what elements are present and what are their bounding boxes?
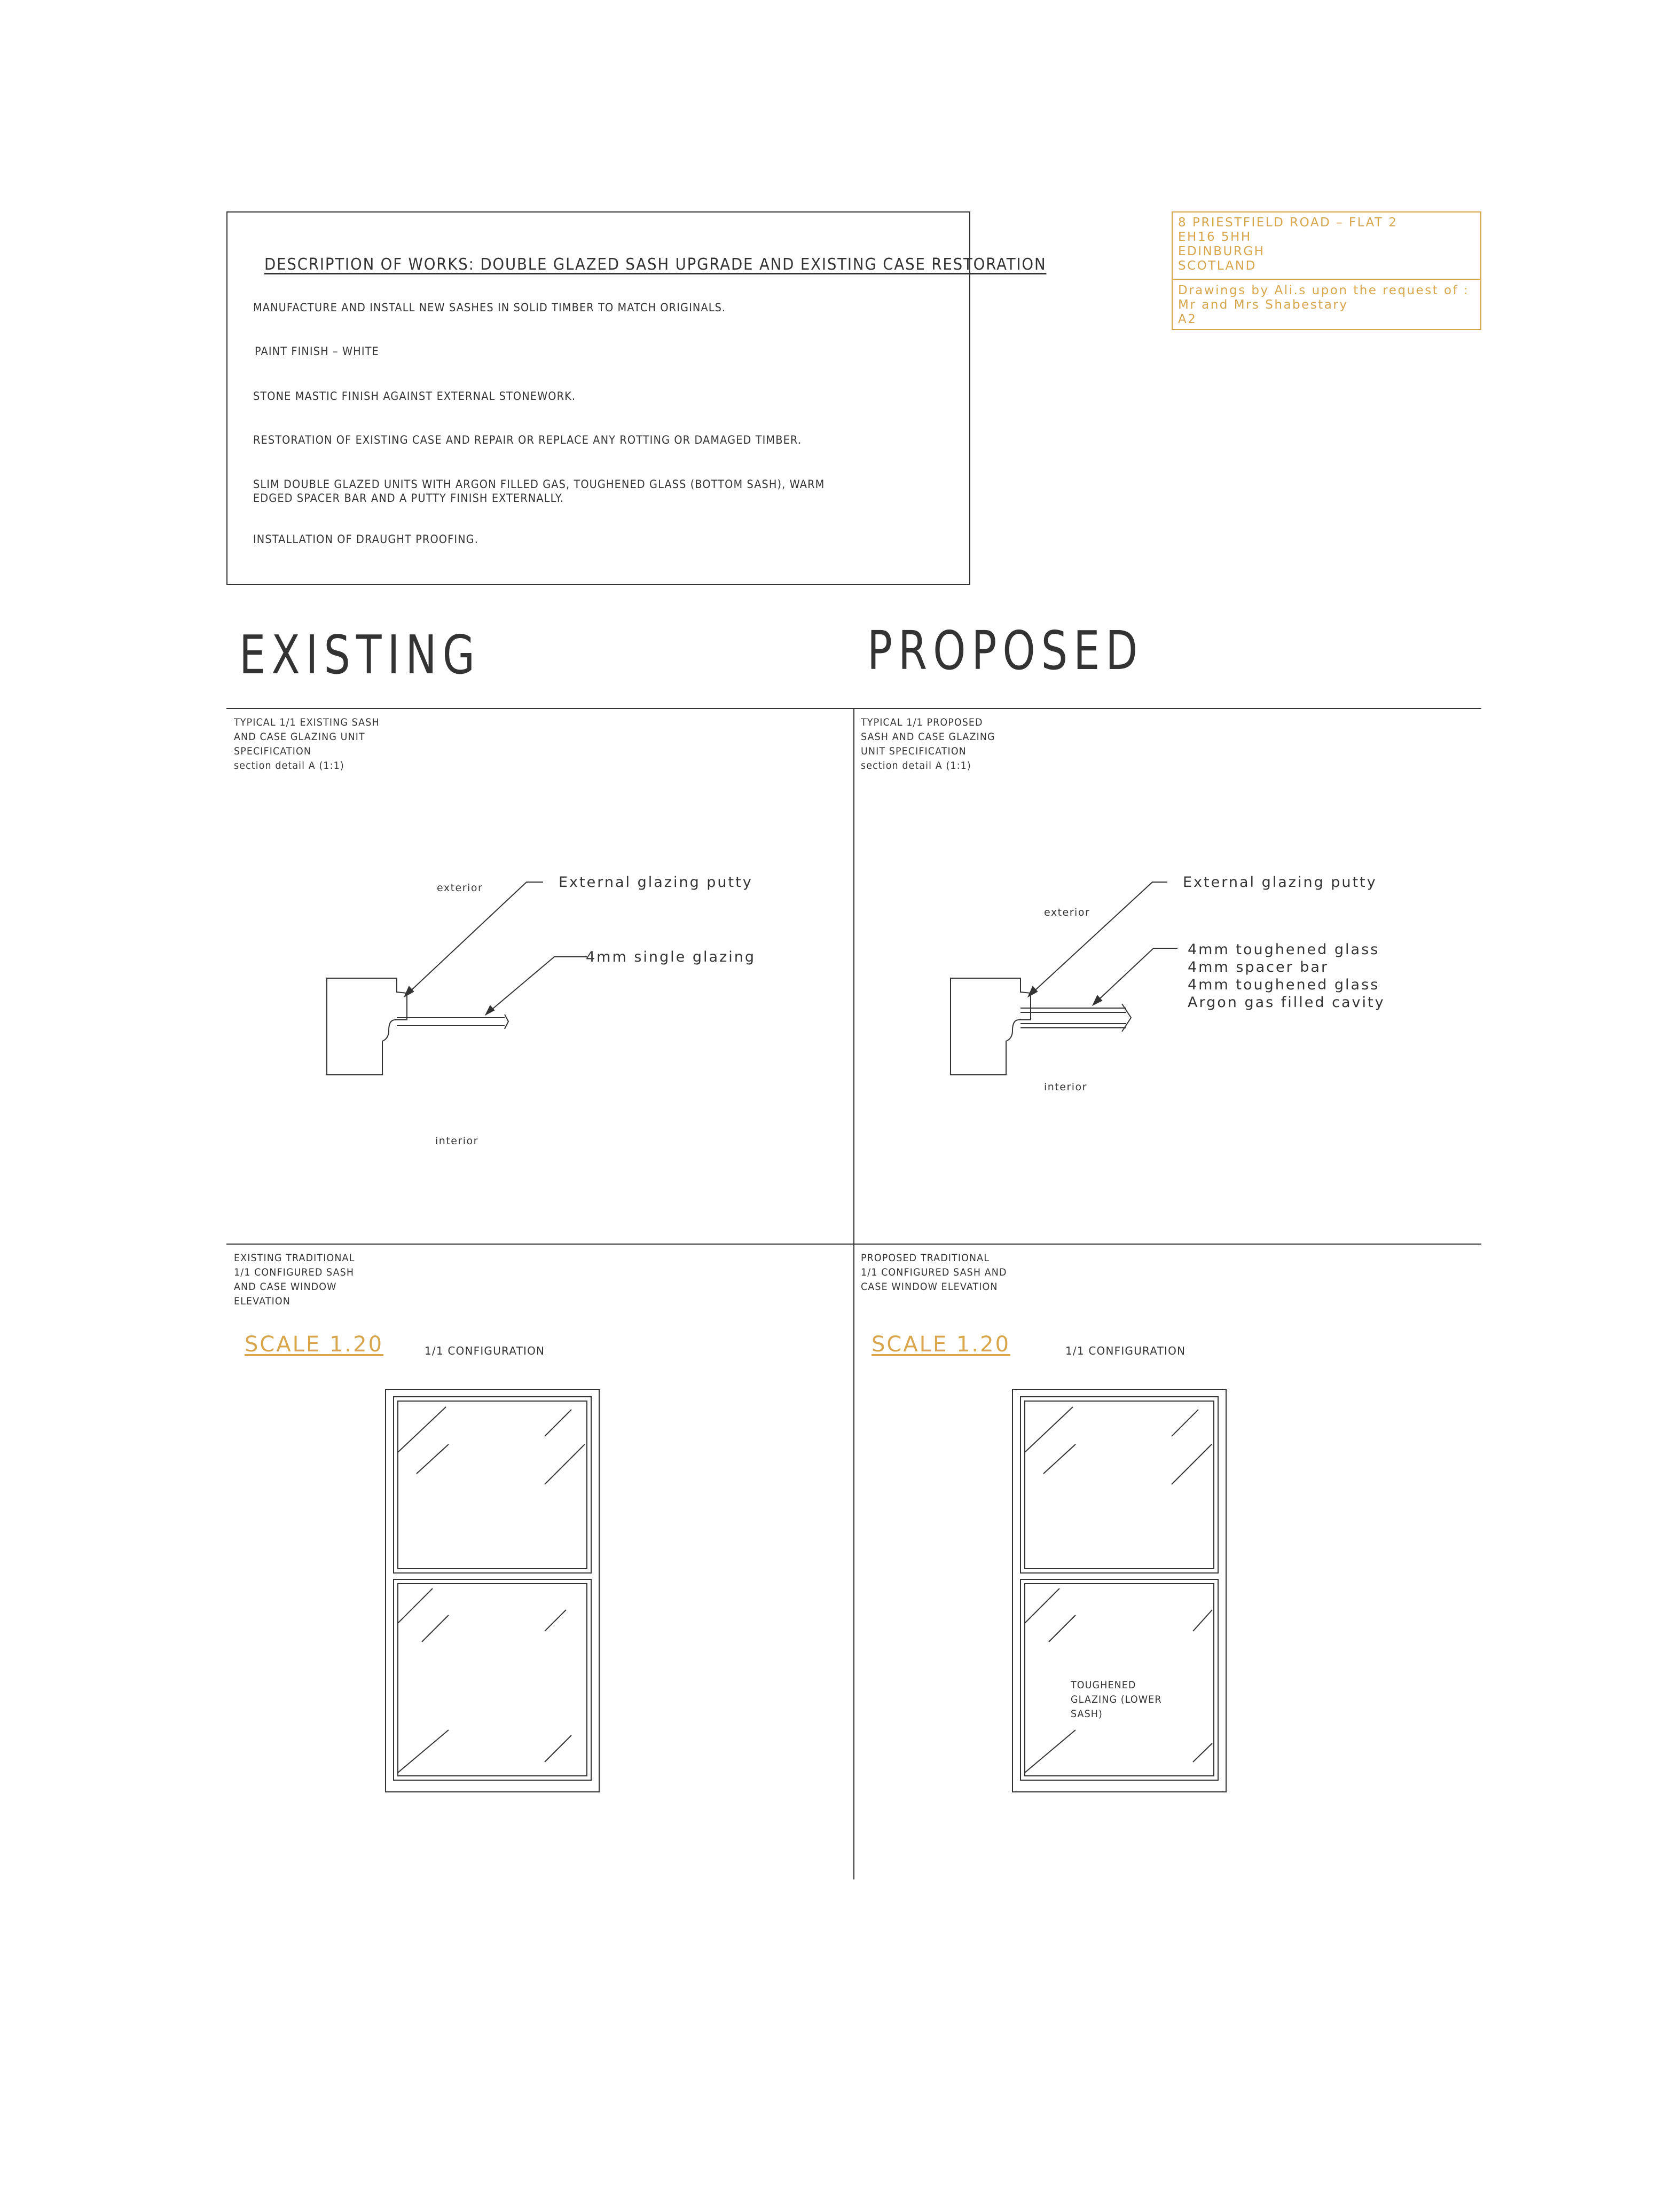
address-line: 8 PRIESTFIELD ROAD – FLAT 2 xyxy=(1178,216,1398,230)
description-item: STONE MASTIC FINISH AGAINST EXTERNAL STONEWORK. xyxy=(253,390,576,403)
description-item: SLIM DOUBLE GLAZED UNITS WITH ARGON FILLED GAS, TOUGHENED GLASS (BOTTOM SASH), WARM EDGED SPACER BAR AND A PUTTY FINISH EXTERNALLY. xyxy=(253,478,825,505)
existing-elevation-label: EXISTING TRADITIONAL 1/1 CONFIGURED SASH AND CASE WINDOW ELEVATION xyxy=(234,1252,355,1307)
client-line: Mr and Mrs Shabestary xyxy=(1178,298,1348,312)
proposed-elevation-label: PROPOSED TRADITIONAL 1/1 CONFIGURED SASH AND CASE WINDOW ELEVATION xyxy=(861,1252,1007,1293)
sheet-size: A2 xyxy=(1178,312,1197,326)
proposed-section-label: TYPICAL 1/1 PROPOSED SASH AND CASE GLAZING UNIT SPECIFICATION section detail A (1:1) xyxy=(861,717,995,772)
heading-existing: EXISTING xyxy=(239,624,481,686)
proposed-window-elevation xyxy=(1012,1389,1226,1792)
existing-section-label: TYPICAL 1/1 EXISTING SASH AND CASE GLAZING UNIT SPECIFICATION section detail A (1:1) xyxy=(234,717,380,772)
existing-exterior-label: exterior xyxy=(437,882,483,894)
proposed-callout-putty: External glazing putty xyxy=(1183,874,1377,891)
existing-interior-label: interior xyxy=(435,1135,478,1147)
proposed-exterior-label: exterior xyxy=(1044,907,1090,918)
existing-window-elevation xyxy=(386,1389,599,1792)
description-title: DESCRIPTION OF WORKS: DOUBLE GLAZED SASH UPGRADE AND EXISTING CASE RESTORATION xyxy=(264,255,1047,274)
address-line: EDINBURGH xyxy=(1178,245,1265,258)
toughened-glazing-note: TOUGHENED GLAZING (LOWER SASH) xyxy=(1071,1679,1162,1720)
description-item: MANUFACTURE AND INSTALL NEW SASHES IN SOLID TIMBER TO MATCH ORIGINALS. xyxy=(253,301,726,314)
existing-config-label: 1/1 CONFIGURATION xyxy=(425,1344,545,1357)
description-item: INSTALLATION OF DRAUGHT PROOFING. xyxy=(253,533,478,546)
existing-callout-glazing: 4mm single glazing xyxy=(586,949,756,965)
address-line: SCOTLAND xyxy=(1178,259,1257,273)
proposed-callout-unit: 4mm toughened glass 4mm spacer bar 4mm toughened glass Argon gas filled cavity xyxy=(1188,941,1385,1011)
existing-callout-putty: External glazing putty xyxy=(559,874,753,891)
description-item: PAINT FINISH – WHITE xyxy=(255,345,379,358)
existing-scale-label: SCALE 1.20 xyxy=(245,1332,384,1357)
heading-proposed: PROPOSED xyxy=(867,619,1144,682)
address-line: EH16 5HH xyxy=(1178,230,1252,244)
proposed-scale-label: SCALE 1.20 xyxy=(872,1332,1011,1357)
existing-section-detail xyxy=(327,882,587,1075)
credit-line: Drawings by Ali.s upon the request of : xyxy=(1178,284,1470,297)
proposed-interior-label: interior xyxy=(1044,1081,1087,1093)
proposed-config-label: 1/1 CONFIGURATION xyxy=(1065,1344,1186,1357)
description-item: RESTORATION OF EXISTING CASE AND REPAIR OR REPLACE ANY ROTTING OR DAMAGED TIMBER. xyxy=(253,434,802,446)
